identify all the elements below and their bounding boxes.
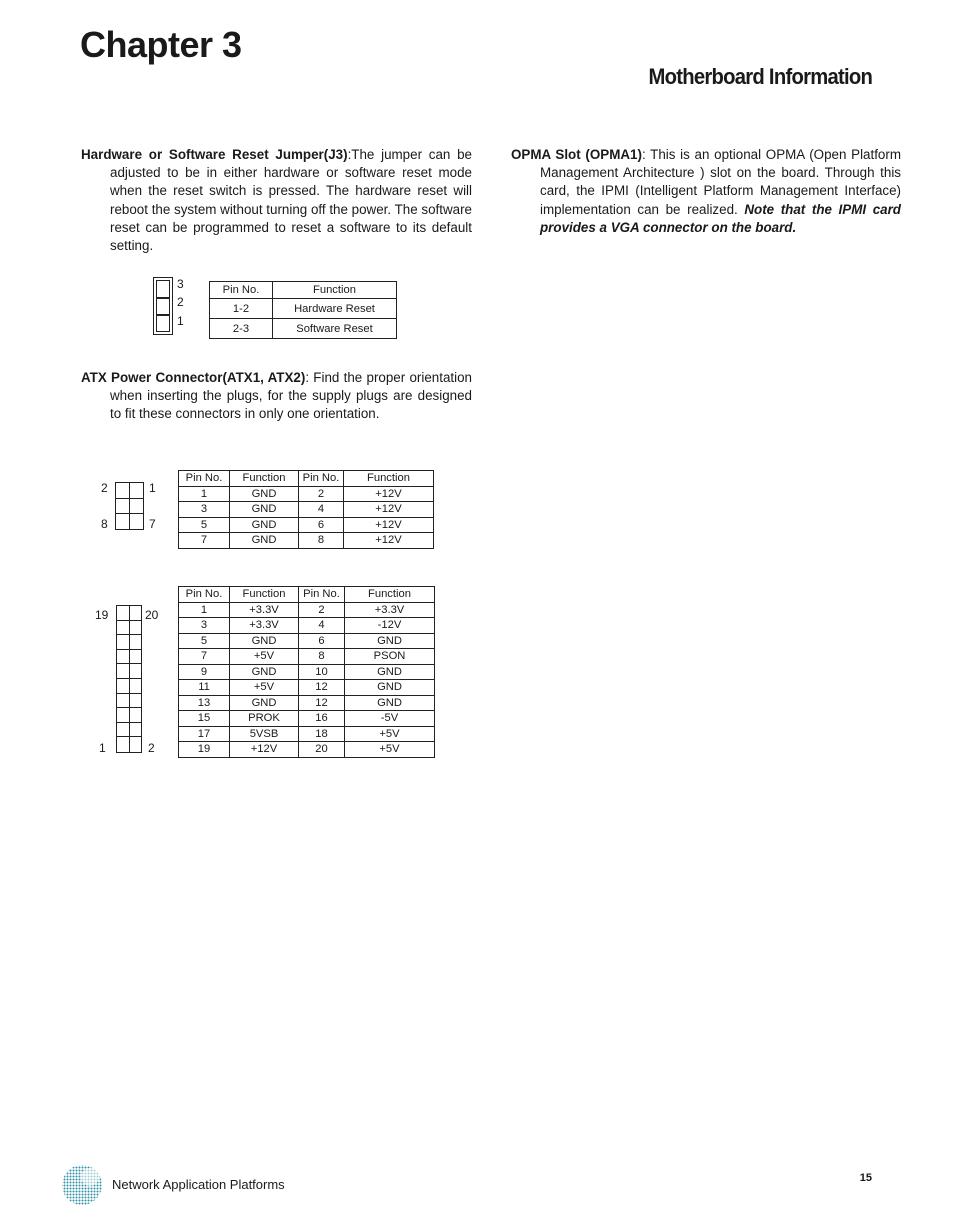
table-cell: GND — [345, 680, 435, 696]
table-header-cell: Pin No. — [179, 471, 230, 487]
table-cell: Hardware Reset — [273, 299, 397, 319]
table-cell: PSON — [345, 649, 435, 665]
atx-paragraph — [81, 369, 472, 424]
table-cell: -5V — [345, 711, 435, 727]
atx-8pin-connector-diagram — [115, 482, 144, 530]
table-cell: -12V — [345, 618, 435, 634]
table-cell: 6 — [299, 517, 344, 533]
table-cell: 12 — [299, 695, 345, 711]
table-row — [210, 319, 397, 339]
table-row — [179, 602, 435, 618]
reset-jumper-paragraph — [81, 146, 472, 255]
table-cell: +12V — [344, 533, 434, 549]
table-cell: +3.3V — [345, 602, 435, 618]
table-cell: +12V — [230, 742, 299, 758]
table-cell: 2 — [299, 486, 344, 502]
table-cell: +5V — [230, 680, 299, 696]
atx-heading: ATX Power Connector(ATX1, ATX2) — [81, 370, 306, 385]
table-cell: +5V — [230, 649, 299, 665]
opma-body: : This is an optional OPMA (Open Platform Management Architecture ) slot on the board. Through this card, the IPMI (Intelligent Platform Management Interface) implementation can be realized. — [540, 147, 901, 217]
opma-paragraph — [511, 146, 901, 237]
table-cell: Software Reset — [273, 319, 397, 339]
table-cell: +5V — [345, 742, 435, 758]
footer-brand: Network Application Platforms — [112, 1177, 285, 1192]
connector-pin-label: 2 — [148, 741, 155, 755]
table-cell: 6 — [299, 633, 345, 649]
table-cell: 17 — [179, 726, 230, 742]
table-header-cell: Function — [345, 587, 435, 603]
table-cell: 10 — [299, 664, 345, 680]
reset-jumper-table — [209, 281, 397, 339]
table-header-cell: Function — [230, 471, 299, 487]
table-row — [179, 633, 435, 649]
table-cell: 1 — [179, 602, 230, 618]
table-cell: 19 — [179, 742, 230, 758]
table-cell: 15 — [179, 711, 230, 727]
table-row — [179, 695, 435, 711]
table-cell: 16 — [299, 711, 345, 727]
table-header-cell: Pin No. — [210, 282, 273, 299]
table-header-cell: Pin No. — [299, 471, 344, 487]
table-row — [179, 649, 435, 665]
table-cell: 9 — [179, 664, 230, 680]
table-header-row — [210, 282, 397, 299]
page-number: 15 — [859, 1172, 872, 1184]
table-cell: 20 — [299, 742, 345, 758]
connector-pin-label: 20 — [145, 608, 159, 622]
table-cell: 7 — [179, 533, 230, 549]
reset-jumper-heading: Hardware or Software Reset Jumper(J3) — [81, 147, 348, 162]
jumper-pin-label: 2 — [177, 295, 184, 309]
table-row — [179, 618, 435, 634]
table-cell: 8 — [299, 533, 344, 549]
jumper-pin-label: 3 — [177, 277, 184, 291]
table-cell: 13 — [179, 695, 230, 711]
table-header-cell: Pin No. — [299, 587, 345, 603]
table-cell: GND — [230, 664, 299, 680]
connector-pin-label: 8 — [101, 517, 108, 531]
table-row — [179, 517, 434, 533]
table-row — [179, 664, 435, 680]
table-cell: 5VSB — [230, 726, 299, 742]
table-cell: 4 — [299, 502, 344, 518]
table-cell: GND — [345, 664, 435, 680]
table-row — [179, 726, 435, 742]
table-row — [179, 486, 434, 502]
table-cell: GND — [230, 486, 299, 502]
atx-8pin-table — [178, 470, 434, 549]
table-row — [179, 502, 434, 518]
connector-pin-label: 7 — [149, 517, 156, 531]
table-cell: PROK — [230, 711, 299, 727]
table-cell: GND — [230, 517, 299, 533]
atx-20pin-table — [178, 586, 435, 758]
table-cell: 11 — [179, 680, 230, 696]
reset-jumper-body: :The jumper can be adjusted to be in either hardware or software reset mode when the reset switch is pressed. The hardware reset will reboot the system without turning off the power. The software reset can be programmed to reset a software to its default setting. — [110, 147, 472, 254]
table-row — [179, 742, 435, 758]
table-cell: GND — [345, 695, 435, 711]
table-header-cell: Function — [344, 471, 434, 487]
table-row — [179, 680, 435, 696]
table-cell: GND — [345, 633, 435, 649]
table-cell: 5 — [179, 517, 230, 533]
table-cell: +5V — [345, 726, 435, 742]
table-cell: GND — [230, 695, 299, 711]
table-cell: 8 — [299, 649, 345, 665]
table-row — [179, 711, 435, 727]
table-cell: 12 — [299, 680, 345, 696]
table-cell: 18 — [299, 726, 345, 742]
opma-note: Note that the IPMI card provides a VGA connector on the board. — [540, 201, 901, 235]
table-cell: 1 — [179, 486, 230, 502]
reset-jumper-diagram — [153, 277, 173, 335]
connector-pin-label: 19 — [95, 608, 109, 622]
atx-body: : Find the proper orientation when inserting the plugs, for the supply plugs are designed to fit these connectors in only one orientation. — [110, 370, 472, 422]
section-title: Motherboard Information — [648, 64, 872, 89]
table-cell: +3.3V — [230, 602, 299, 618]
table-cell: 3 — [179, 502, 230, 518]
table-cell: GND — [230, 533, 299, 549]
table-cell: +12V — [344, 502, 434, 518]
company-logo — [60, 1163, 104, 1207]
table-cell: 2 — [299, 602, 345, 618]
table-cell: 2-3 — [210, 319, 273, 339]
globe-logo-icon — [60, 1163, 104, 1207]
table-cell: +12V — [344, 486, 434, 502]
chapter-title: Chapter 3 — [80, 24, 242, 65]
connector-pin-label: 2 — [101, 481, 108, 495]
table-header-row — [179, 587, 435, 603]
table-cell: 5 — [179, 633, 230, 649]
table-header-cell: Function — [273, 282, 397, 299]
opma-heading: OPMA Slot (OPMA1) — [511, 147, 642, 162]
table-cell: GND — [230, 633, 299, 649]
table-cell: +12V — [344, 517, 434, 533]
table-header-cell: Function — [230, 587, 299, 603]
table-cell: 3 — [179, 618, 230, 634]
table-header-cell: Pin No. — [179, 587, 230, 603]
table-cell: 4 — [299, 618, 345, 634]
table-cell: 1-2 — [210, 299, 273, 319]
table-row — [210, 299, 397, 319]
connector-pin-label: 1 — [99, 741, 106, 755]
table-header-row — [179, 471, 434, 487]
connector-pin-label: 1 — [149, 481, 156, 495]
table-cell: GND — [230, 502, 299, 518]
atx-20pin-connector-diagram — [116, 605, 142, 753]
table-cell: 7 — [179, 649, 230, 665]
table-row — [179, 533, 434, 549]
jumper-pin-label: 1 — [177, 314, 184, 328]
table-cell: +3.3V — [230, 618, 299, 634]
